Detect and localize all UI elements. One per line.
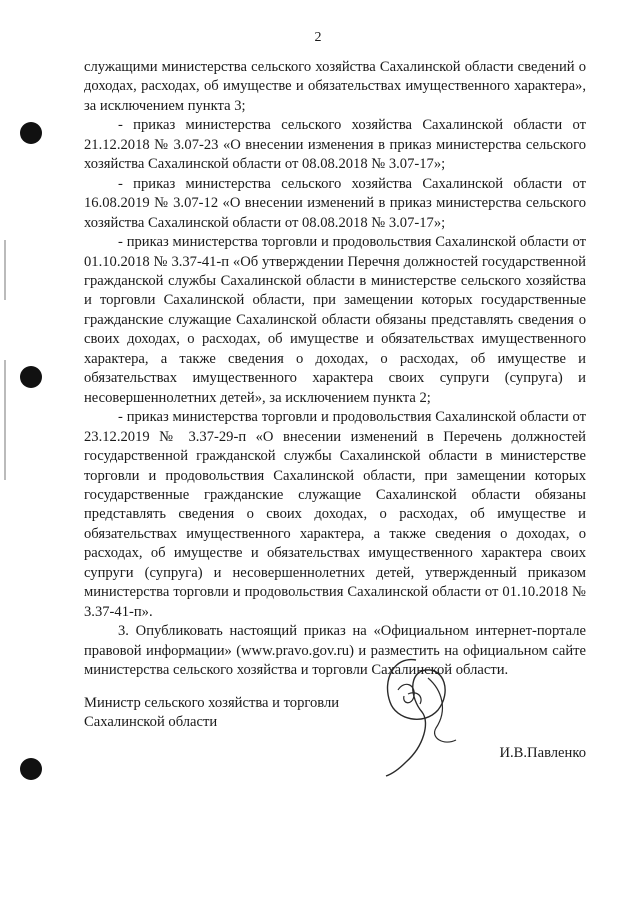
paragraph-order-item: - приказ министерства сельского хозяйства Сахалинской области от 16.08.2019 № 3.07-12 «О внесении изменений в приказ министерства сельского хозяйства Сахалинской области от 08.08.2018 № 3.07-17»; xyxy=(84,175,586,231)
scan-edge-mark xyxy=(4,240,6,300)
signature-block xyxy=(84,694,586,774)
binder-hole xyxy=(20,122,42,144)
paragraph-order-item: - приказ министерства сельского хозяйства Сахалинской области от 21.12.2018 № 3.07-23 «О внесении изменения в приказ министерства сельского хозяйства Сахалинской области от 08.08.2018 № 3.07-17»; xyxy=(84,117,586,173)
paragraph-continuation: служащими министерства сельского хозяйства Сахалинской области сведений о доходах, расходах, об имуществе и обязательствах имущественного характера», за исключением пункта 3; xyxy=(84,59,586,114)
signer-title: Министр сельского хозяйства и торговли Сахалинской области xyxy=(84,695,340,731)
signer-name: И.В.Павленко xyxy=(499,745,586,761)
binder-hole xyxy=(20,758,42,780)
binder-hole xyxy=(20,366,42,388)
document-body xyxy=(84,58,586,681)
paragraph-order-item: - приказ министерства торговли и продовольствия Сахалинской области от 23.12.2019 № 3.37-29-п «О внесении изменений в Перечень должностей государственной гражданской службы Сахалинской области в министерстве торговли и продовольствия Сахалинской области, при замещении которых государственные гражданские служащие Сахалинской области обязаны представлять сведения о своих доходах, о расходах, об имуществе и обязательствах имущественного характера, а также сведения о доходах, о расходах, об имуществе и обязательствах имущественного характера своих супруги (супруга) и несовершеннолетних детей, утвержденный приказом министерства торговли и продовольствия Сахалинской области от 01.10.2018 № 3.37-41-п». xyxy=(84,409,586,620)
paragraph-order-item: - приказ министерства торговли и продовольствия Сахалинской области от 01.10.2018 № 3.37-41-п «Об утверждении Перечня должностей государственной гражданской службы Сахалинской области в министерстве сельского хозяйства и торговли Сахалинской области, при замещении которых государственные гражданские служащие Сахалинской области обязаны представлять сведения о своих доходах, о расходах, об имуществе и обязательствах имущественного характера, а также сведения о доходах, о расходах, об имуществе и обязательствах имущественного характера своих супруги (супруга) и несовершеннолетних детей», за исключением пункта 2; xyxy=(84,234,586,406)
page-number: 2 xyxy=(314,30,322,45)
scan-edge-mark xyxy=(4,360,6,480)
paragraph-publication-clause: 3. Опубликовать настоящий приказ на «Официальном интернет-портале правовой информации» (www.pravo.gov.ru) и разместить на официальном сайте министерства сельского хозяйства и торговли Сахалинской области. xyxy=(84,623,586,679)
handwritten-signature xyxy=(364,650,474,780)
